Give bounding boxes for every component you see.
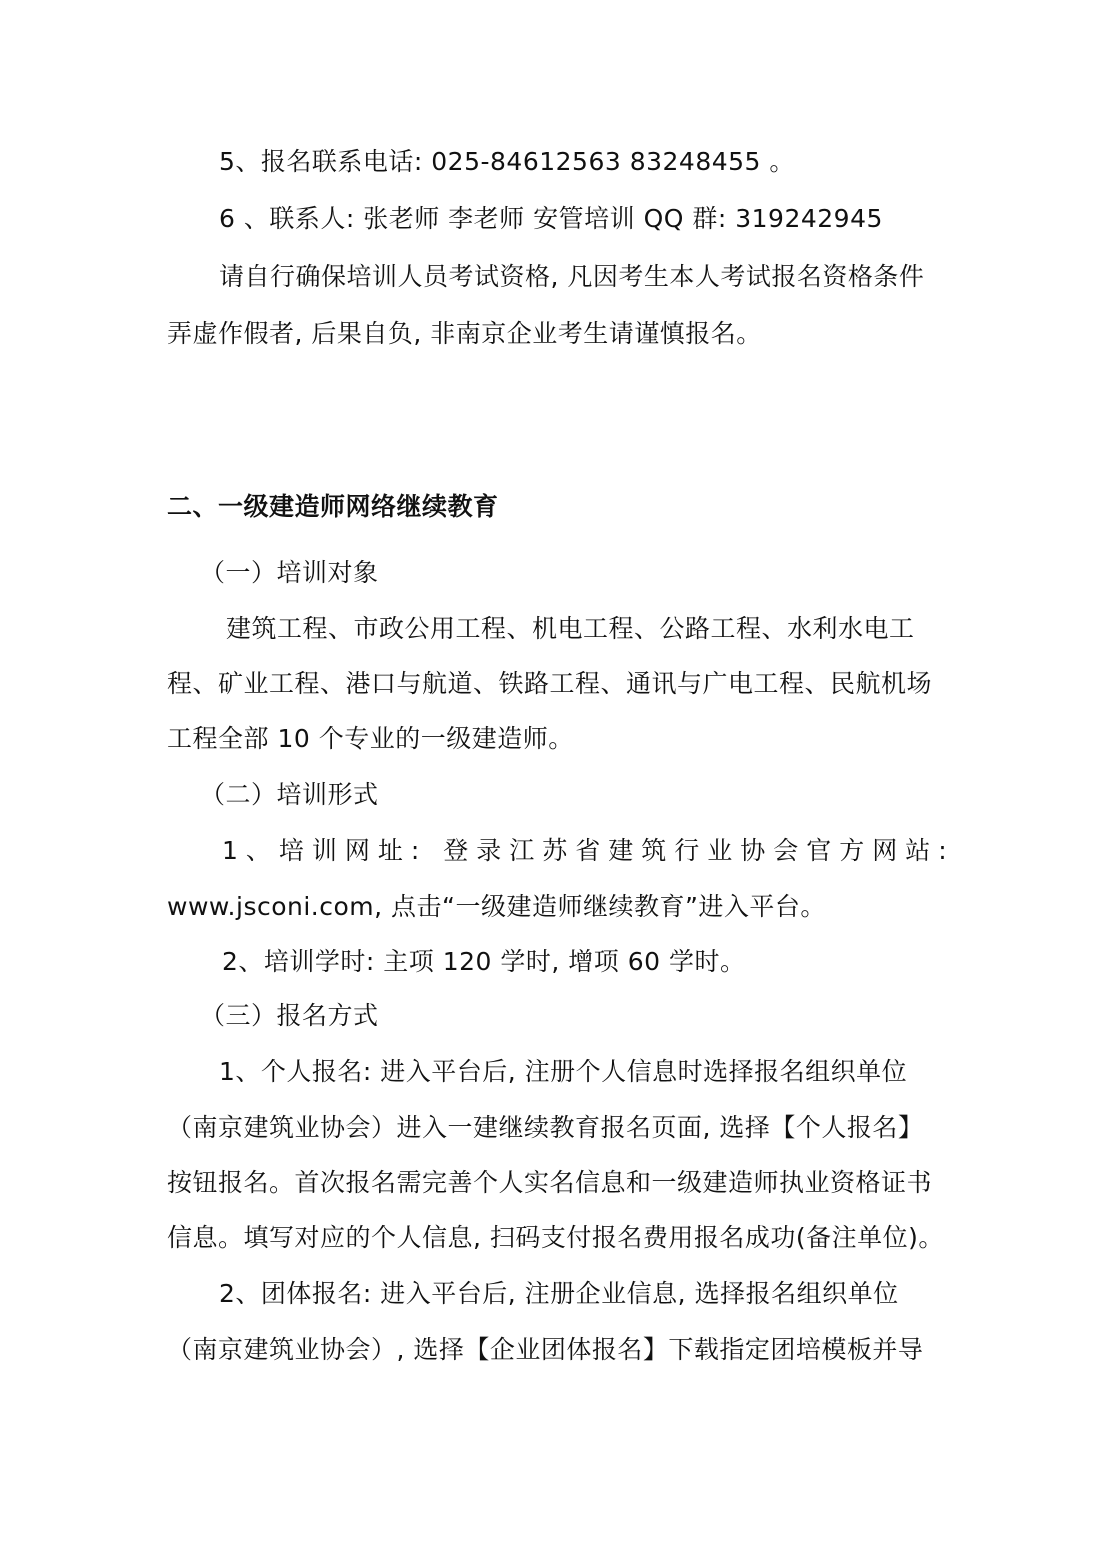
sub1-line-1: 建筑工程、市政公用工程、机电工程、公路工程、水利水电工 — [226, 614, 915, 643]
sub3-item1-line-4: 信息。填写对应的个人信息, 扫码支付报名费用报名成功(备注单位)。 — [167, 1223, 944, 1252]
notice-line-2: 弄虚作假者, 后果自负, 非南京企业考生请谨慎报名。 — [167, 319, 762, 348]
section-two-heading: 二、一级建造师网络继续教育 — [167, 492, 499, 521]
sub3-item1-line-3: 按钮报名。首次报名需完善个人实名信息和一级建造师执业资格证书 — [167, 1168, 933, 1197]
sub2-title: （二）培训形式 — [200, 780, 379, 809]
contact-line: 6 、联系人: 张老师 李老师 安管培训 QQ 群: 319242945 — [219, 204, 883, 233]
sub3-item1-line-2: （南京建筑业协会）进入一建继续教育报名页面, 选择【个人报名】 — [167, 1113, 924, 1142]
sub1-title: （一）培训对象 — [200, 558, 379, 587]
sub3-item2-line-2: （南京建筑业协会）, 选择【企业团体报名】下载指定团培模板并导 — [167, 1335, 924, 1364]
sub3-item1-line-1: 1、个人报名: 进入平台后, 注册个人信息时选择报名组织单位 — [219, 1057, 908, 1086]
sub3-title: （三）报名方式 — [200, 1001, 379, 1030]
notice-line-1: 请自行确保培训人员考试资格, 凡因考生本人考试报名资格条件 — [219, 262, 925, 291]
phone-line: 5、报名联系电话: 025-84612563 83248455 。 — [219, 147, 795, 176]
sub1-line-2: 程、矿业工程、港口与航道、铁路工程、通讯与广电工程、民航机场 — [167, 669, 933, 698]
sub3-item2-line-1: 2、团体报名: 进入平台后, 注册企业信息, 选择报名组织单位 — [219, 1279, 899, 1308]
sub2-item1-line-1: 1、培训网址: 登录江苏省建筑行业协会官方网站: — [222, 836, 955, 865]
sub1-line-3: 工程全部 10 个专业的一级建造师。 — [167, 724, 574, 753]
sub2-item2: 2、培训学时: 主项 120 学时, 增项 60 学时。 — [222, 947, 746, 976]
sub2-item1-line-2: www.jsconi.com, 点击“一级建造师继续教育”进入平台。 — [167, 892, 826, 921]
